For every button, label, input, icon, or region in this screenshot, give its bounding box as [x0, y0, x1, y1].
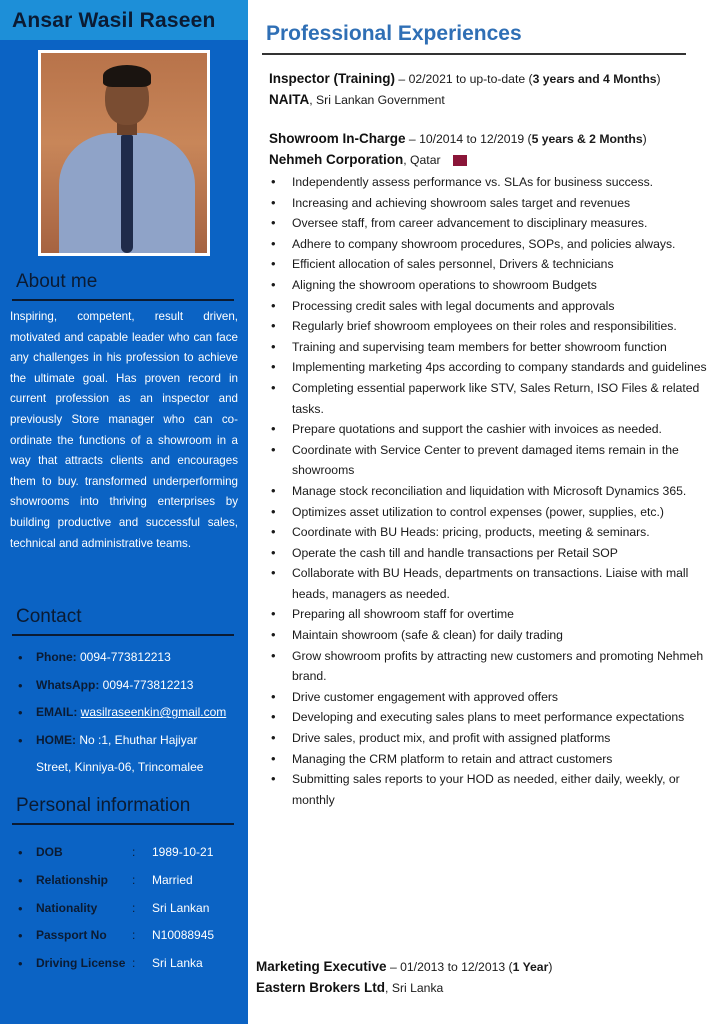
about-heading: About me [16, 271, 98, 292]
list-item: • Maintain showroom (safe & clean) for daily trading [270, 625, 710, 646]
personal-heading: Personal information [16, 795, 191, 816]
profile-photo [38, 50, 210, 256]
experience-divider [262, 53, 686, 55]
list-item: • Drive sales, product mix, and profit with assigned platforms [270, 728, 710, 749]
profile-photo-image [41, 53, 207, 253]
contact-phone: • Phone: 0094-773812213 [18, 650, 226, 678]
list-item: • Manage stock reconciliation and liquidation with Microsoft Dynamics 365. [270, 481, 710, 502]
list-item: • Managing the CRM platform to retain and attract customers [270, 749, 710, 770]
list-item: • Adhere to company showroom procedures, SOPs, and policies always. [270, 234, 710, 255]
job-entry: Inspector (Training) – 02/2021 to up-to-date (3 years and 4 Months) NAITA, Sri Lankan Government [269, 71, 661, 107]
email-link[interactable]: wasilraseenkin@gmail.com [80, 705, 227, 719]
list-item: • Implementing marketing 4ps according to company standards and guidelines [270, 357, 710, 378]
contact-whatsapp: • WhatsApp: 0094-773812213 [18, 678, 226, 706]
contact-list [18, 650, 226, 782]
personal-info-list [18, 845, 214, 984]
list-item: • Prepare quotations and support the cashier with invoices as needed. [270, 419, 710, 440]
list-item: • Developing and executing sales plans to meet performance expectations [270, 707, 710, 728]
list-item: • Training and supervising team members for better showroom function [270, 337, 710, 358]
job-title: Showroom In-Charge [269, 131, 406, 146]
job-company: Nehmeh Corporation [269, 152, 404, 167]
pi-row-passport: • Passport No : N10088945 [18, 928, 214, 956]
pi-row-driving-license: • Driving License : Sri Lanka [18, 956, 214, 984]
job-title: Inspector (Training) [269, 71, 396, 86]
contact-home: • HOME: No :1, Ehuthar Hajiyar Street, Kinniya-06, Trincomalee [18, 727, 226, 782]
list-item: • Independently assess performance vs. SLAs for business success. [270, 172, 710, 193]
list-item: • Regularly brief showroom employees on their roles and responsibilities. [270, 316, 710, 337]
job-entry: Marketing Executive – 01/2013 to 12/2013 (1 Year) Eastern Brokers Ltd, Sri Lanka [256, 959, 553, 995]
list-item: • Collaborate with BU Heads, departments on transactions. Liaise with mall heads, managers as needed. [270, 563, 710, 604]
contact-heading: Contact [16, 606, 82, 627]
list-item: • Aligning the showroom operations to showroom Budgets [270, 275, 710, 296]
contact-divider [12, 634, 234, 636]
sidebar [0, 0, 248, 1024]
list-item: • Submitting sales reports to your HOD as needed, either daily, weekly, or monthly [270, 769, 710, 810]
job-company: NAITA [269, 92, 310, 107]
list-item: • Drive customer engagement with approved offers [270, 687, 710, 708]
list-item: • Preparing all showroom staff for overtime [270, 604, 710, 625]
pi-row-dob: • DOB : 1989-10-21 [18, 845, 214, 873]
list-item: • Coordinate with BU Heads: pricing, products, meeting & seminars. [270, 522, 710, 543]
list-item: • Efficient allocation of sales personnel, Drivers & technicians [270, 254, 710, 275]
list-item: • Oversee staff, from career advancement to disciplinary measures. [270, 213, 710, 234]
personal-divider [12, 823, 234, 825]
list-item: • Coordinate with Service Center to prevent damaged items remain in the showrooms [270, 440, 710, 481]
list-item: • Increasing and achieving showroom sales target and revenues [270, 193, 710, 214]
contact-email: • EMAIL: wasilraseenkin@gmail.com [18, 705, 226, 733]
duties-list [270, 172, 710, 810]
candidate-name: Ansar Wasil Raseen [12, 9, 216, 32]
about-text: Inspiring, competent, result driven, motivated and capable leader who can face any challenges in his profession to achieve the ultimate goal. Has proven record in current profession as an inspector and previously Store manager who can co-ordinate the functions of a showroom in a way that attracts clients and encourages them to buy. transformed underperforming showrooms into thriving enterprises by building productive and successful sales, technical and administrative teams. [10, 310, 238, 550]
job-title: Marketing Executive [256, 959, 387, 974]
about-divider [12, 299, 234, 301]
job-entry: Showroom In-Charge – 10/2014 to 12/2019 (5 years & 2 Months) Nehmeh Corporation, Qatar [269, 131, 647, 167]
list-item: • Grow showroom profits by attracting new customers and promoting Nehmeh brand. [270, 646, 710, 687]
job-company: Eastern Brokers Ltd [256, 980, 386, 995]
list-item: • Optimizes asset utilization to control expenses (power, supplies, etc.) [270, 502, 710, 523]
list-item: • Processing credit sales with legal documents and approvals [270, 296, 710, 317]
list-item: • Completing essential paperwork like STV, Sales Return, ISO Files & related tasks. [270, 378, 710, 419]
name-banner [0, 0, 248, 40]
pi-row-relationship: • Relationship : Married [18, 873, 214, 901]
pi-row-nationality: • Nationality : Sri Lankan [18, 901, 214, 929]
experience-heading: Professional Experiences [266, 22, 522, 45]
qatar-flag-icon [447, 155, 467, 166]
list-item: • Operate the cash till and handle transactions per Retail SOP [270, 543, 710, 564]
